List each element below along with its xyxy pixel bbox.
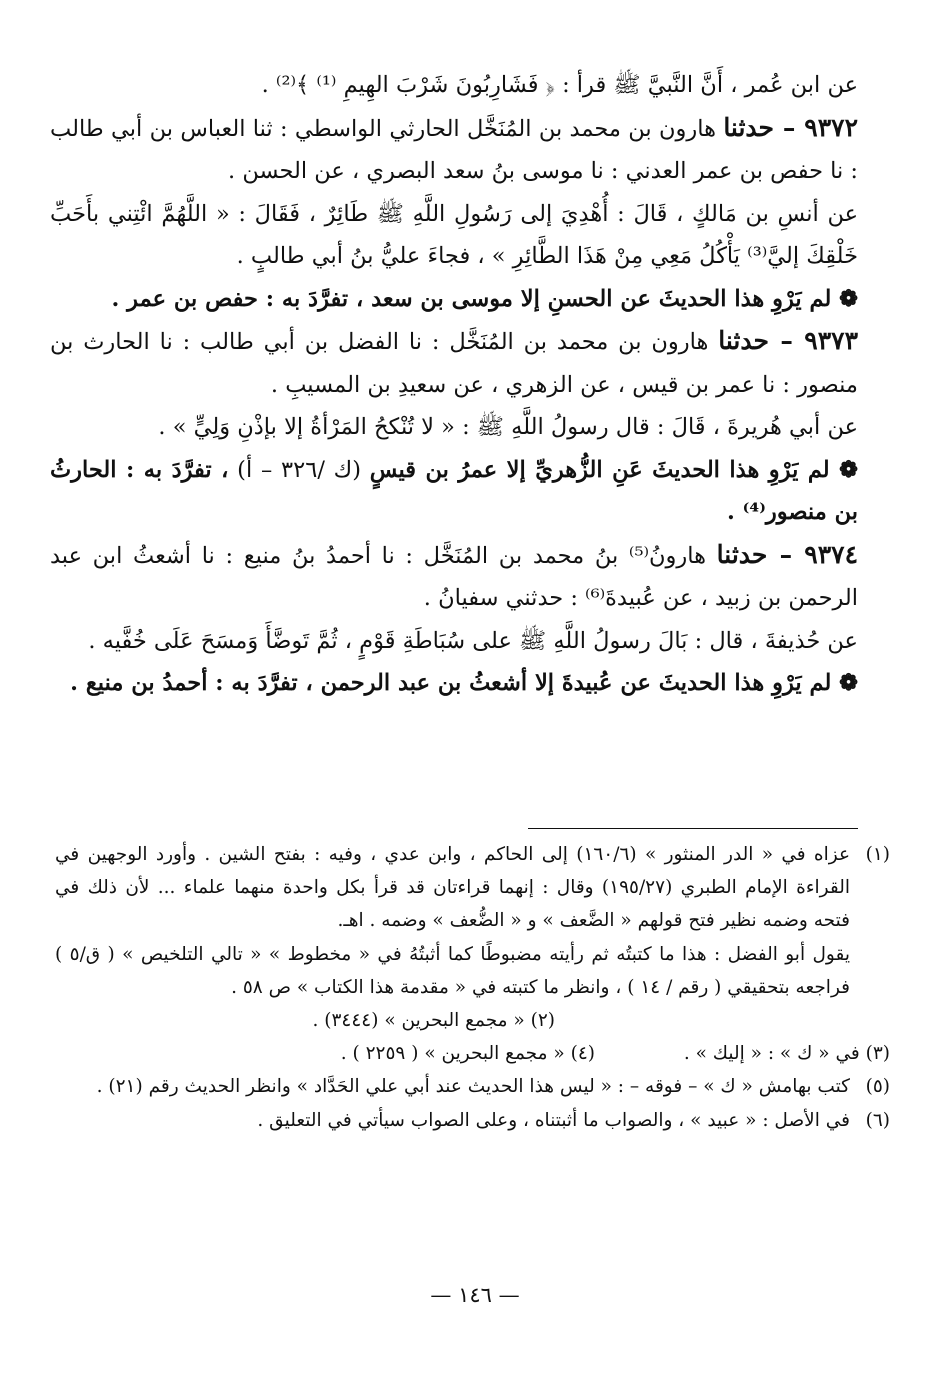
footnote-text: في « ك » : « إليك » . [683,1043,860,1065]
hadith-9374-chain [50,534,858,620]
hadith-9373-chain [50,320,858,406]
footnote-5 [55,1070,890,1103]
hadith-number-9373: ٩٣٧٣ – حدثنا [718,326,858,355]
footnote-separator [528,828,858,829]
footnote-4: (٤) « مجمع البحرين » ( ٢٢٥٩ ) . [340,1043,595,1065]
footnote-3 [595,1037,890,1070]
footnote-1-comment: يقول أبو الفضل : هذا ما كتبتُه ثم رأيته مضبوطًا كما أثبتُهُ في « مخطوط » « تالي التلخيص » ( ق/٥ ) فراجعه بتحقيقي ( رقم / ١٤ ) ، وانظر ما كتبته في « مقدمة هذا الكتاب » ص ٥٨ . [55,943,850,998]
footnote-text: في الأصل : « عبيد » ، والصواب ما أثبتناه ، وعلى الصواب سيأتي في التعليق . [257,1109,850,1131]
page-number: — ١٤٦ — [430,1283,520,1307]
hadith-9372-body: عن أنسِ بن مَالكٍ ، قَالَ : أُهْدِيَ إلى رَسُولِ اللَّهِ ﷺ طَائِرٌ ، فَقَالَ : « اللَّهُمَّ ائْتِني بأَحَبِّ خَلْقِكَ إليَّ⁽³⁾ يَأْكُلُ مَعِي مِنْ هَذَا الطَّائِرِ » ، فجاءَ عليُّ بنُ أبي طالبٍ . [50,200,858,269]
hadith-9373-note-c: ، تفرَّدَ به : الحارثُ بن منصور⁽⁴⁾ . [50,456,858,525]
footnote-1 [55,838,890,938]
hadith-9374-body: عن حُذيفةَ ، قال : بَالَ رسولُ اللَّهِ ﷺ على سُبَاطَةِ قَوْمٍ ، ثُمَّ تَوضَّأَ وَمسَحَ عَلَى خُفَّيه . [88,627,858,654]
hadith-number-9374: ٩٣٧٤ – حدثنا [716,539,859,569]
hadith-9373-isnad: هارون بن محمد بن المُنَخَّل : نا الفضل بن أبي طالب : نا الحارث بن منصور : نا عمر بن قيس ، عن الزهري ، عن سعيدِ بن المسيبِ . [50,329,858,398]
main-text [50,64,858,705]
hadith-9374-isnad: هارونُ⁽⁵⁾ بنُ محمد بن المُنَخَّل : نا أحمدُ بنُ منيع : نا أشعثُ ابن عبد الرحمن بن زبيد ، عن عُبيدةَ⁽⁶⁾ : حدثني سفيانُ . [50,542,858,611]
footnote-number: (٣) [865,1043,890,1065]
footnote-spacer [555,1004,850,1037]
footnote-2: (٢) « مجمع البحرين » (٣٤٤٤) . [312,1010,555,1032]
hadith-number-9372: ٩٣٧٢ – حدثنا [723,112,858,142]
footnote-6 [55,1104,890,1137]
hadith-9372-note: ❁ لم يَرْوِ هذا الحديثَ عن الحسنِ إلا موسى بن سعد ، تفرَّدَ به : حفص بن عمر . [111,285,858,312]
hadith-9374-note: ❁ لم يَرْوِ هذا الحديثَ عن عُبيدةَ إلا أشعثُ بن عبد الرحمن ، تفرَّدَ به : أحمدُ بن منيع . [70,670,858,696]
footnote-2-row [55,1004,890,1037]
footnotes [55,838,890,1137]
footnote-number: (٦) [865,1109,890,1131]
hadith-line-1: عن ابن عُمر ، أَنَّ النَّبيَّ ﷺ قرأ : ﴿ فَشَارِبُونَ شَرْبَ الهِيمِ ⁽¹⁾ ﴾⁽²⁾ . [261,72,858,98]
footnote-text: كتب بهامش « ك » – فوقه – : « ليس هذا الحديث عند أبي علي الحَدَّاد » وانظر الحديث رقم (٢١) . [96,1076,850,1098]
manuscript-ref: (ك /٣٢٦ – أ) [228,456,370,483]
footnote-number: (١) [865,844,890,865]
footnote-3-4-row [55,1037,890,1070]
hadith-9373-note-a: ❁ لم يَرْوِ هذا الحديثَ عَنِ الزُّهريِّ إلا عمرُ بن قيسٍ [369,456,858,483]
hadith-9372-chain [50,107,858,193]
hadith-9373-body: عن أبي هُريرةَ ، قَالَ : قال رسولُ اللَّهِ ﷺ : « لا تُنْكحُ المَرْأةُ إلا بإذْنِ وَلِيٍّ » . [158,414,858,440]
hadith-9372-isnad: هارون بن محمد بن المُنَخَّل الحارثي الواسطي : ثنا العباس بن أبي طالب : نا حفص بن عمر العدني : نا موسى بنُ سعد البصري ، عن الحسن . [50,115,858,184]
footnote-number: (٥) [865,1076,890,1098]
footnote-text: عزاه في « الدر المنثور » (١٦٠/٦) إلى الحاكم ، وابن عدي ، وفيه : بفتح الشين . وأورد الوجهين في القراءة الإمام الطبري (١٩٥/٢٧) وقال : إنهما قراءتان قد قرأ بكل واحدة منهما علماء ... لأن ذلك في فتحه وضمه نظير فتح قولهم « الضَّعف » و « الضُّعف » وضمه . اهـ. [55,844,851,932]
hadith-9373-note [50,449,858,534]
